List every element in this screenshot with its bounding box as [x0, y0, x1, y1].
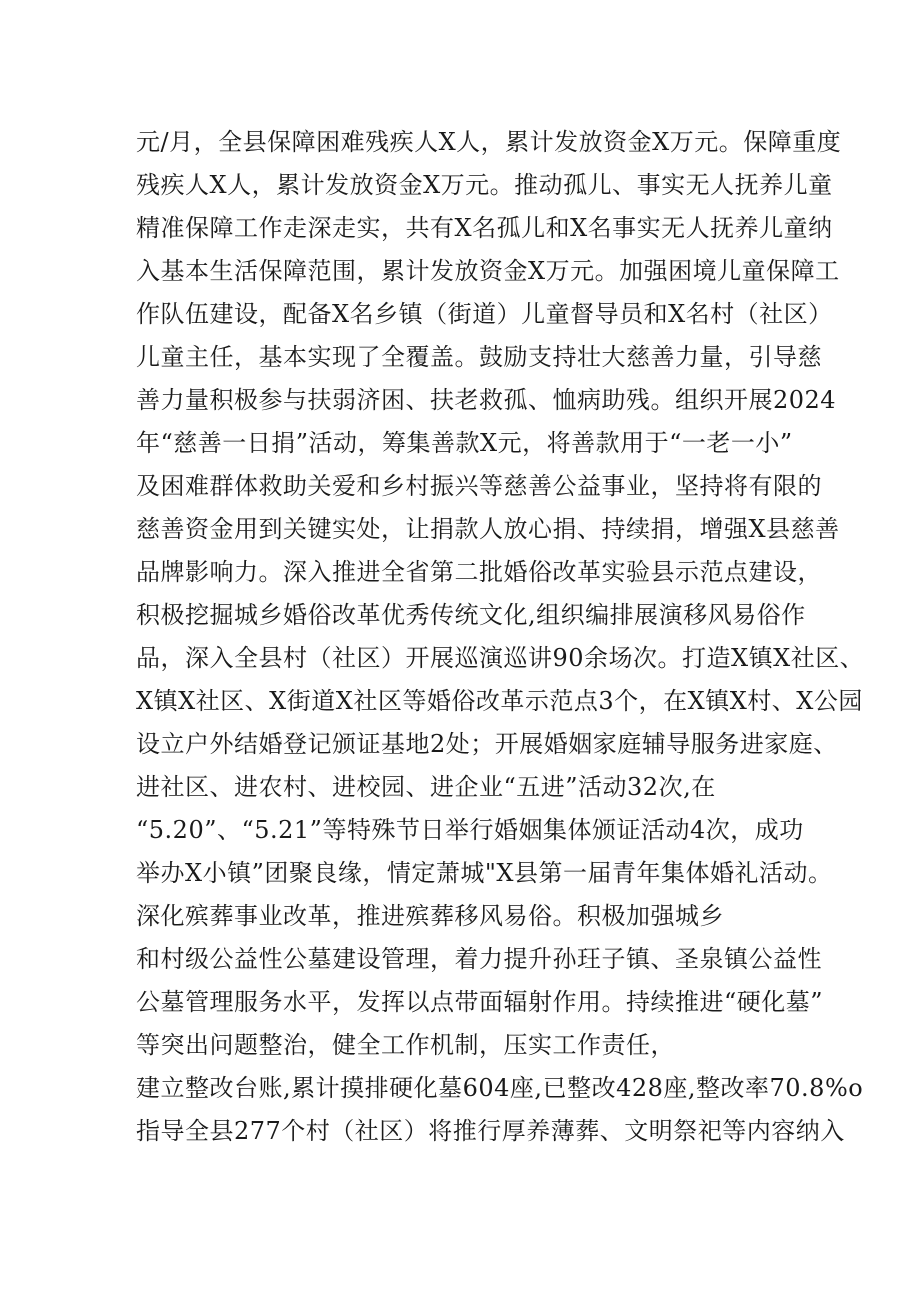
text-line: 等突出问题整治，健全工作机制，压实工作责任， [136, 1031, 675, 1059]
text-line: 善力量积极参与扶弱济困、扶老救孤、恤病助残。组织开展2024 [136, 386, 837, 414]
text-line: 年“慈善一日捐”活动，筹集善款X元，将善款用于“一老一小” [136, 429, 793, 457]
text-line: 品，深入全县村（社区）开展巡演巡讲90余场次。打造X镇X社区、 [136, 644, 865, 672]
text-line: 元/月，全县保障困难残疾人X人，累计发放资金X万元。保障重度 [136, 128, 842, 156]
text-line: 作队伍建设，配备X名乡镇（街道）儿童督导员和X名村（社区） [136, 300, 833, 328]
text-line: 指导全县277个村（社区）将推行厚养薄葬、文明祭祀等内容纳入 [136, 1117, 845, 1145]
text-line: X镇X社区、X街道X社区等婚俗改革示范点3个，在X镇X村、X公园 [136, 687, 863, 715]
text-line: 公墓管理服务水平，发挥以点带面辐射作用。持续推进“硬化墓” [136, 988, 824, 1016]
text-line: 举办X小镇”团聚良缘，情定萧城"X县第一届青年集体婚礼活动。 [136, 859, 833, 887]
text-line: 进社区、进农村、进校园、进企业“五进”活动32次,在 [136, 773, 716, 801]
text-line: “5.20”、“5.21”等特殊节日举行婚姻集体颁证活动4次，成功 [136, 816, 804, 844]
text-line: 及困难群体救助关爱和乡村振兴等慈善公益事业，坚持将有限的 [136, 472, 822, 500]
text-line: 建立整改台账,累计摸排硬化墓604座,已整改428座,整改率70.8%o [136, 1074, 864, 1102]
text-line: 设立户外结婚登记颁证基地2处；开展婚姻家庭辅导服务进家庭、 [136, 730, 838, 758]
text-line: 和村级公益性公墓建设管理，着力提升孙玨子镇、圣泉镇公益性 [136, 945, 822, 973]
text-line: 精准保障工作走深走实，共有X名孤儿和X名事实无人抚养儿童纳 [136, 214, 833, 242]
text-line: 积极挖掘城乡婚俗改革优秀传统文化,组织编排展演移风易俗作 [136, 601, 806, 629]
text-line: 残疾人X人，累计发放资金X万元。推动孤儿、事实无人抚养儿童 [136, 171, 833, 199]
text-line: 深化殡葬事业改革，推进殡葬移风易俗。积极加强城乡 [136, 902, 724, 930]
text-line: 品牌影响力。深入推进全省第二批婚俗改革实验县示范点建设， [136, 558, 822, 586]
text-line: 儿童主任，基本实现了全覆盖。鼓励支持壮大慈善力量，引导慈 [136, 343, 822, 371]
text-line: 慈善资金用到关键实处，让捐款人放心捐、持续捐，增强X县慈善 [136, 515, 840, 543]
text-line: 入基本生活保障范围，累计发放资金X万元。加强困境儿童保障工 [136, 257, 840, 285]
